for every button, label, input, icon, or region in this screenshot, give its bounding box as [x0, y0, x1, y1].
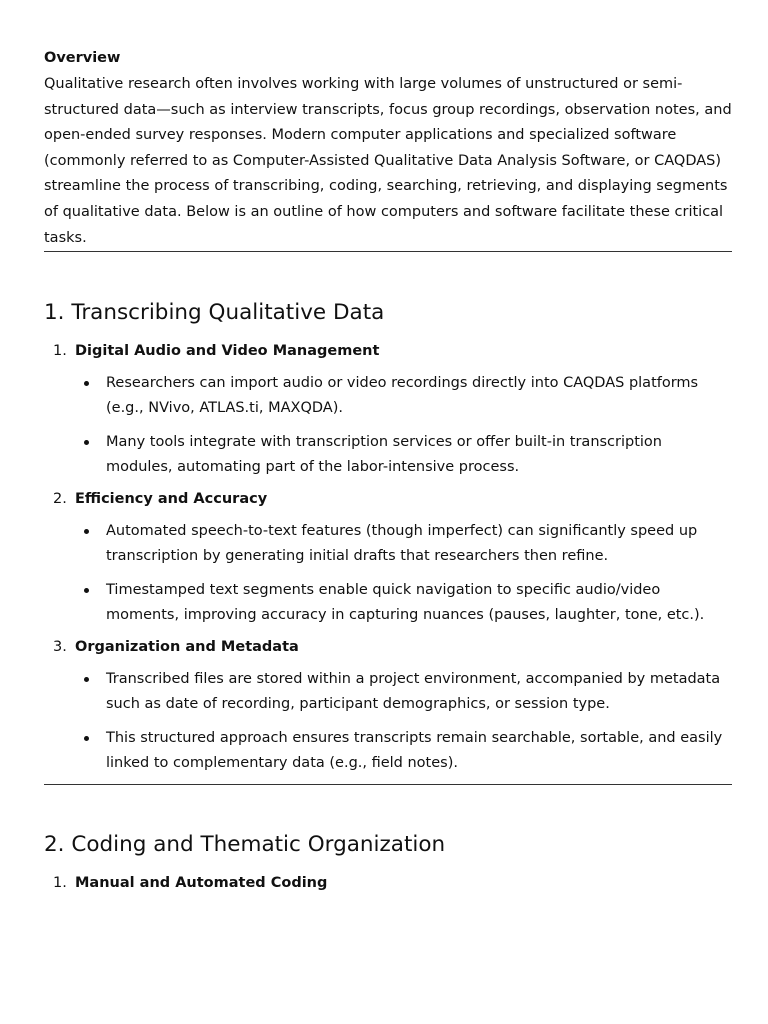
bullet-text: Researchers can import audio or video recordings directly into CAQDAS platforms (e.g., NVivo, ATLAS.ti, MAXQDA). [106, 375, 699, 417]
item-number: 2. [53, 491, 67, 508]
bullet-list [75, 667, 732, 776]
section-title-coding: 2. Coding and Thematic Organization [44, 832, 446, 858]
bullet-text: Many tools integrate with transcription services or offer built-in transcription modules, automating part of the labor-intensive process. [106, 434, 662, 476]
bullet-item [75, 578, 732, 628]
bullet-dot-icon [84, 736, 89, 741]
bullet-item [75, 667, 732, 717]
bullet-dot-icon [84, 677, 89, 682]
bullet-item [75, 726, 732, 776]
list-item [44, 872, 732, 894]
bullet-item [75, 430, 732, 480]
item-number: 1. [53, 875, 67, 892]
bullet-item [75, 519, 732, 569]
section-title-transcribing: 1. Transcribing Qualitative Data [44, 300, 385, 326]
bullet-dot-icon [84, 588, 89, 593]
item-title: Manual and Automated Coding [75, 875, 328, 892]
bullet-text: Transcribed files are stored within a project environment, accompanied by metadata such as date of recording, participant demographics, or session type. [106, 671, 721, 713]
section-divider [44, 784, 732, 785]
item-number: 1. [53, 343, 67, 360]
bullet-text: This structured approach ensures transcripts remain searchable, sortable, and easily linked to complementary data (e.g., field notes). [106, 730, 723, 772]
item-number: 3. [53, 639, 67, 656]
bullet-list [75, 371, 732, 480]
transcribing-item-list [44, 340, 732, 776]
bullet-dot-icon [84, 381, 89, 386]
bullet-dot-icon [84, 529, 89, 534]
bullet-item [75, 371, 732, 421]
bullet-text: Timestamped text segments enable quick navigation to specific audio/video moments, improving accuracy in capturing nuances (pauses, laughter, tone, etc.). [106, 582, 705, 624]
item-title: Efficiency and Accuracy [75, 491, 268, 508]
list-item [44, 636, 732, 776]
overview-paragraph: Qualitative research often involves working with large volumes of unstructured or semi-structured data—such as interview transcripts, focus group recordings, observation notes, and open-ended survey responses. Modern computer applications and specialized software (commonly referred to as Computer-Assisted Qualitative Data Analysis Software, or CAQDAS) streamline the process of transcribing, coding, searching, retrieving, and displaying segments of qualitative data. Below is an outline of how computers and software facilitate these critical tasks. [44, 76, 732, 246]
bullet-list [75, 519, 732, 628]
overview-heading: Overview [44, 50, 121, 66]
bullet-dot-icon [84, 440, 89, 445]
item-title: Organization and Metadata [75, 639, 299, 656]
bullet-text: Automated speech-to-text features (though imperfect) can significantly speed up transcription by generating initial drafts that researchers then refine. [106, 523, 698, 565]
list-item [44, 488, 732, 628]
section-divider [44, 251, 732, 252]
coding-item-list [44, 872, 732, 894]
item-title: Digital Audio and Video Management [75, 343, 380, 360]
list-item [44, 340, 732, 480]
